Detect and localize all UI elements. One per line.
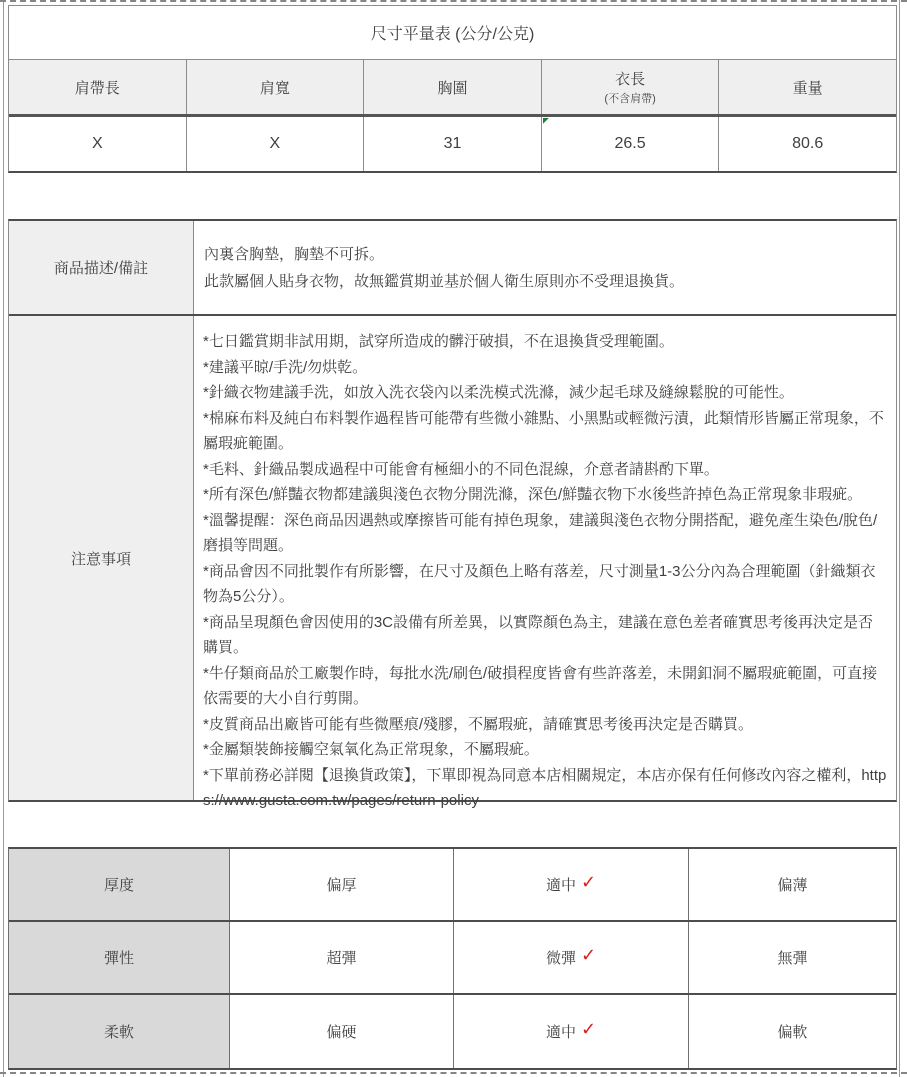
note-line: *針織衣物建議手洗，如放入洗衣袋內以柔洗模式洗滌，減少起毛球及縫線鬆脫的可能性。 bbox=[203, 384, 794, 401]
feature-option-text: 偏軟 bbox=[777, 1024, 808, 1041]
feature-row bbox=[9, 922, 896, 995]
size-column-header-label: 衣長 bbox=[615, 71, 646, 88]
check-icon: ✓ bbox=[580, 872, 597, 892]
size-column-header bbox=[364, 60, 542, 114]
feature-row bbox=[9, 995, 896, 1068]
feature-option-text: 偏厚 bbox=[326, 877, 357, 894]
feature-option-text: 無彈 bbox=[777, 950, 808, 967]
description-content bbox=[194, 221, 896, 314]
size-value-cell bbox=[542, 117, 720, 171]
feature-option bbox=[689, 922, 896, 993]
feature-label: 彈性 bbox=[9, 922, 230, 993]
size-value-text: 26.5 bbox=[614, 135, 646, 152]
size-column-header-label: 重量 bbox=[792, 79, 823, 97]
size-column-header bbox=[542, 60, 720, 114]
size-value-text: 31 bbox=[443, 135, 462, 152]
note-line: *商品呈現顏色會因使用的3C設備有所差異，以實際顏色為主，建議在意色差者確實思考後再決定是否購買。 bbox=[203, 613, 874, 656]
description-label: 商品描述/備註 bbox=[9, 221, 194, 314]
check-icon: ✓ bbox=[580, 1019, 597, 1039]
note-line: *下單前務必詳閱【退換貨政策】，下單即視為同意本店相關規定，本店亦保有任何修改內容之權利，https://www.gusta.com.tw/pages/return-policy bbox=[203, 766, 887, 809]
size-column-header bbox=[9, 60, 187, 114]
feature-label: 厚度 bbox=[9, 849, 230, 920]
feature-option bbox=[689, 849, 896, 920]
size-value-cell bbox=[187, 117, 365, 171]
page-bottom-dashed-line bbox=[0, 1072, 907, 1074]
note-line: *棉麻布料及純白布料製作過程皆可能帶有些微小雜點、小黑點或輕微污漬，此類情形皆屬正常現象，不屬瑕疵範圍。 bbox=[203, 409, 884, 452]
product-notes-table bbox=[8, 219, 897, 809]
description-line: 內裏含胸墊，胸墊不可拆。 bbox=[204, 245, 385, 263]
size-header-row bbox=[9, 60, 896, 117]
feature-option-text: 微彈 bbox=[545, 950, 576, 967]
description-line: 此款屬個人貼身衣物，故無鑑賞期並基於個人衛生原則亦不受理退換貨。 bbox=[204, 272, 685, 290]
check-icon: ✓ bbox=[580, 945, 597, 965]
feature-option-text: 超彈 bbox=[326, 950, 357, 967]
note-line: *溫馨提醒：深色商品因遇熱或摩擦皆可能有掉色現象，建議與淺色衣物分開搭配，避免產生染色/脫色/磨損等問題。 bbox=[203, 511, 878, 554]
size-value-cell bbox=[364, 117, 542, 171]
note-line: *金屬類裝飾接觸空氣氧化為正常現象，不屬瑕疵。 bbox=[203, 741, 539, 758]
size-column-header-label: 胸圍 bbox=[437, 79, 468, 97]
note-line: *所有深色/鮮豔衣物都建議與淺色衣物分開洗滌，深色/鮮豔衣物下水後些許掉色為正常現象非瑕疵。 bbox=[203, 486, 863, 503]
notes-row bbox=[9, 316, 896, 809]
feature-row bbox=[9, 849, 896, 922]
size-value-cell bbox=[9, 117, 187, 171]
feature-option bbox=[230, 849, 454, 920]
size-value-row bbox=[9, 117, 896, 171]
feature-option bbox=[689, 995, 896, 1068]
page-top-dashed-line bbox=[0, 0, 907, 2]
feature-label: 柔軟 bbox=[9, 995, 230, 1068]
size-column-header-label: 肩帶長 bbox=[74, 79, 120, 97]
note-line: *皮質商品出廠皆可能有些微壓痕/殘膠，不屬瑕疵，請確實思考後再決定是否購買。 bbox=[203, 715, 754, 733]
size-value-text: X bbox=[269, 135, 281, 152]
page-right-guide-line bbox=[899, 0, 900, 1077]
page-left-guide-line bbox=[3, 0, 4, 1077]
size-column-header bbox=[719, 60, 896, 114]
size-table-title: 尺寸平量表 (公分/公克) bbox=[9, 6, 896, 60]
feature-option-text: 偏薄 bbox=[777, 877, 808, 894]
feature-option bbox=[454, 995, 689, 1068]
feature-option bbox=[230, 922, 454, 993]
size-column-header-label: 肩寬 bbox=[259, 79, 290, 97]
size-measurement-table bbox=[8, 5, 897, 173]
note-line: *商品會因不同批製作有所影響，在尺寸及顏色上略有落差，尺寸測量1-3公分內為合理範圍（針織類衣物為5公分）。 bbox=[203, 562, 876, 605]
notes-label: 注意事項 bbox=[9, 316, 194, 800]
description-row bbox=[9, 221, 896, 316]
feature-option bbox=[454, 849, 689, 920]
size-value-text: 80.6 bbox=[792, 135, 824, 152]
fabric-feature-table bbox=[8, 847, 897, 1070]
size-value-text: X bbox=[91, 135, 103, 152]
note-line: *毛料、針織品製成過程中可能會有極細小的不同色混線，介意者請斟酌下單。 bbox=[203, 460, 719, 478]
note-line: *建議平晾/手洗/勿烘乾。 bbox=[203, 358, 368, 376]
feature-option bbox=[230, 995, 454, 1068]
note-line: *七日鑑賞期非試用期，試穿所造成的髒汙破損，不在退換貨受理範圍。 bbox=[203, 333, 674, 350]
cell-corner-marker bbox=[543, 118, 549, 124]
size-column-header bbox=[187, 60, 365, 114]
feature-option-text: 適中 bbox=[545, 877, 576, 894]
feature-option-text: 適中 bbox=[545, 1024, 576, 1041]
notes-list bbox=[194, 316, 896, 809]
feature-option bbox=[454, 922, 689, 993]
note-line: *牛仔類商品於工廠製作時，每批水洗/刷色/破損程度皆會有些許落差，未開釦洞不屬瑕疵範圍，可直接依需要的大小自行剪開。 bbox=[203, 664, 878, 707]
size-value-cell bbox=[719, 117, 896, 171]
feature-option-text: 偏硬 bbox=[326, 1024, 357, 1041]
size-column-header-sublabel: (不含肩帶) bbox=[604, 93, 656, 105]
